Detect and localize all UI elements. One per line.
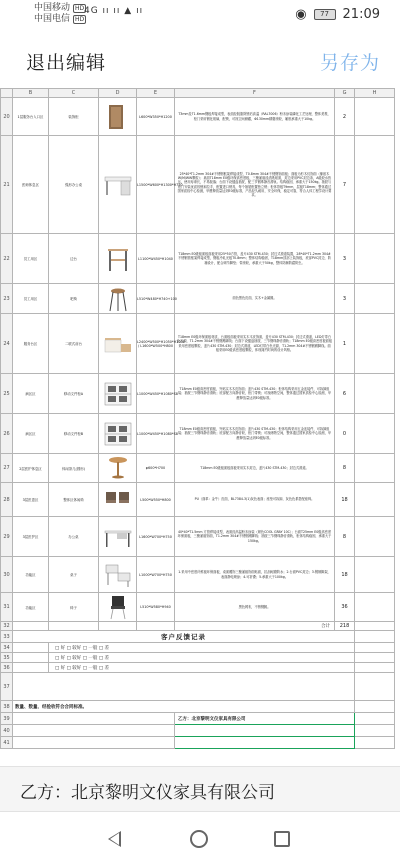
- quantity-cell[interactable]: 36: [335, 593, 355, 622]
- system-nav-bar: [0, 812, 400, 866]
- cell-preview-bar: [0, 766, 400, 812]
- area-cell[interactable]: 功能区: [13, 593, 49, 622]
- table-row: [1, 483, 395, 517]
- editor-header: [0, 30, 400, 88]
- description-cell[interactable]: 黑色网布，不锈钢腿。: [175, 593, 335, 622]
- product-image-cell[interactable]: [99, 593, 137, 622]
- row-number[interactable]: 34: [1, 643, 13, 653]
- quantity-cell[interactable]: 3: [335, 284, 355, 314]
- product-image-cell[interactable]: [99, 98, 137, 136]
- product-image: [103, 561, 133, 589]
- party-b-row: [1, 713, 395, 725]
- area-cell[interactable]: 3层医患区: [13, 483, 49, 517]
- table-row: [1, 284, 395, 314]
- size-cell[interactable]: L510*W580*H940: [137, 593, 175, 622]
- table-row: [1, 374, 395, 414]
- size-cell[interactable]: L1000*W700*H750: [137, 557, 175, 593]
- product-image: [103, 523, 133, 551]
- area-cell[interactable]: 员工用区: [13, 234, 49, 284]
- spreadsheet-view[interactable]: [0, 88, 400, 778]
- product-image: [103, 171, 133, 199]
- total-row: [1, 622, 395, 631]
- empty-cell[interactable]: [355, 98, 395, 136]
- size-cell[interactable]: L600*W350*H1200: [137, 98, 175, 136]
- empty-cell[interactable]: [13, 725, 175, 737]
- column-header[interactable]: B: [13, 89, 49, 98]
- item-name-cell[interactable]: 整体区休闲椅: [49, 483, 99, 517]
- empty-cell[interactable]: [355, 643, 395, 653]
- empty-cell[interactable]: [355, 713, 395, 725]
- column-header-row: [1, 89, 395, 98]
- quantity-cell[interactable]: 1: [335, 314, 355, 374]
- product-image-cell[interactable]: [99, 454, 137, 483]
- empty-cell[interactable]: [13, 653, 49, 663]
- feedback-option-row: [1, 643, 395, 653]
- empty-cell[interactable]: [13, 622, 49, 631]
- area-cell[interactable]: 病区区: [13, 414, 49, 454]
- quantity-cell[interactable]: 0: [335, 414, 355, 454]
- eye-comfort-icon: ◉: [295, 7, 307, 22]
- description-cell[interactable]: T18mm E0级板面板面板采用25*50方管，盖片430 STM-430；封边式滑道装置，28*40*T1.2mm 304#不锈钢管框架焊接成型，钢板冷轧光板T0.8mm；整体结构稳固，T18mm顶部上装饰板，底部PVC封边，防撞设计，配合调节脚垫；带滚轮，承重大于50kg，整体防潮防腐防虫。: [175, 234, 335, 284]
- table-row: [1, 557, 395, 593]
- product-image-cell[interactable]: [99, 284, 137, 314]
- quantity-cell[interactable]: 7: [335, 136, 355, 234]
- empty-cell[interactable]: [355, 673, 395, 701]
- column-header[interactable]: H: [355, 89, 395, 98]
- empty-cell[interactable]: [49, 622, 99, 631]
- size-cell[interactable]: L500*W550*H800: [137, 483, 175, 517]
- blank-row: [1, 673, 395, 701]
- area-cell[interactable]: 服务台区: [13, 314, 49, 374]
- description-cell[interactable]: 25*40*T1.2mm 304#不锈钢框架焊接成型，T0.8mm 304#不锈钢饰面板；面板为杉木纹饰面（橡胶木W/M/WW颗粒）；桌面T18mm E0级环保高密度板，三聚氰胺浸渍纸贴面，封边采用PVC封边条，A级胶水热压，使用寿命长，不易脱落；台面下设键盘抽屉，配三节钢珠静音滑轨。结构稳固，承重大于150kg。抽屉与柜门安装优质铰链和拉手，配置进口锁具，每个抽屉配置独立锁；柜体背板T9mm，层板T18mm；整体通过国家质检中心检测，甲醛释放量达到E0级标准，产品经久耐用，安全环保，稳定可靠，符合人体工程学设计要求。: [175, 136, 335, 234]
- row-number[interactable]: 25: [1, 374, 13, 414]
- item-name-cell[interactable]: 边台: [49, 234, 99, 284]
- item-name-cell[interactable]: 休闲茶几(圆形): [49, 454, 99, 483]
- row-number[interactable]: 39: [1, 713, 13, 725]
- row-number[interactable]: 22: [1, 234, 13, 284]
- item-name-cell[interactable]: 办公桌: [49, 517, 99, 557]
- product-image: [103, 420, 133, 448]
- size-cell[interactable]: φ600*H700: [137, 454, 175, 483]
- carrier-info: [34, 3, 86, 25]
- size-cell[interactable]: L1000*W450*H1080*S8: [137, 374, 175, 414]
- empty-cell[interactable]: [355, 737, 395, 749]
- empty-cell[interactable]: [355, 593, 395, 622]
- description-cell[interactable]: T18mm E0级高密度面板，外贴实木木皮饰面；盖片430 STM-430；柜体结构采用五金连接件，可拆卸组装；抽屉三节钢珠静音滑轨；底部配万向静音轮，柜门带锁；可视储物空间，整体通过国家质检中心检测，甲醛释放量达到E0级标准。: [175, 414, 335, 454]
- empty-cell[interactable]: [13, 673, 355, 701]
- row-number[interactable]: 23: [1, 284, 13, 314]
- row-number[interactable]: 28: [1, 483, 13, 517]
- product-image-cell[interactable]: [99, 234, 137, 284]
- item-name-cell[interactable]: 吧椅: [49, 284, 99, 314]
- product-image-cell[interactable]: [99, 483, 137, 517]
- feedback-title-cell[interactable]: 客户反馈记录: [13, 631, 355, 643]
- feedback-options-cell[interactable]: □ 好 □ 较好 □ 一般 □ 差: [49, 663, 355, 673]
- row-number[interactable]: 35: [1, 653, 13, 663]
- empty-cell[interactable]: [355, 631, 395, 643]
- feedback-title-row: [1, 631, 395, 643]
- signal-icon: 4G ıı ıı ▲ ıı: [84, 6, 144, 16]
- row-number[interactable]: 30: [1, 557, 13, 593]
- empty-cell[interactable]: [355, 653, 395, 663]
- row-number[interactable]: 31: [1, 593, 13, 622]
- table-row: [1, 593, 395, 622]
- product-image: [103, 380, 133, 408]
- size-cell[interactable]: L510*W480*H740+100: [137, 284, 175, 314]
- empty-cell[interactable]: [355, 557, 395, 593]
- quantity-cell[interactable]: 3: [335, 234, 355, 284]
- product-image-cell[interactable]: [99, 557, 137, 593]
- product-image: [103, 103, 133, 131]
- empty-cell[interactable]: [137, 622, 175, 631]
- empty-cell[interactable]: [355, 725, 395, 737]
- cell-preview-text: 乙方：北京黎明文仪家具有限公司: [20, 783, 275, 803]
- row-number[interactable]: 24: [1, 314, 13, 374]
- empty-cell[interactable]: [13, 643, 49, 653]
- area-cell[interactable]: 3层医护区: [13, 517, 49, 557]
- product-image-cell[interactable]: [99, 374, 137, 414]
- area-cell[interactable]: 医师休息区: [13, 136, 49, 234]
- selected-cell[interactable]: [175, 725, 355, 737]
- row-number[interactable]: 41: [1, 737, 13, 749]
- row-number[interactable]: 40: [1, 725, 13, 737]
- total-value-cell[interactable]: 218: [335, 622, 355, 631]
- feedback-options-cell[interactable]: □ 好 □ 较好 □ 一般 □ 差: [49, 653, 355, 663]
- area-cell[interactable]: 员工用区: [13, 284, 49, 314]
- empty-cell[interactable]: [355, 234, 395, 284]
- row-number[interactable]: 36: [1, 663, 13, 673]
- item-name-cell[interactable]: 移动文件柜A: [49, 374, 99, 414]
- empty-cell[interactable]: [355, 701, 395, 713]
- battery-icon: 77: [314, 9, 336, 20]
- column-header[interactable]: E: [137, 89, 175, 98]
- description-cell[interactable]: PU（面革：金牛）皮面，BL7384-3(1)灰色表面；座垫可拆卸，灰色色系搭配座椅。: [175, 483, 335, 517]
- quantity-cell[interactable]: 18: [335, 483, 355, 517]
- quantity-cell[interactable]: 18: [335, 557, 355, 593]
- empty-cell[interactable]: [13, 737, 175, 749]
- empty-cell[interactable]: [99, 622, 137, 631]
- save-as-button[interactable]: 另存为: [319, 52, 380, 74]
- column-header[interactable]: F: [175, 89, 335, 98]
- table-row: [1, 234, 395, 284]
- item-name-cell[interactable]: 椅子: [49, 593, 99, 622]
- column-header[interactable]: D: [99, 89, 137, 98]
- empty-cell[interactable]: [355, 454, 395, 483]
- description-cell[interactable]: 1.采用中密度纤维板环保面板，桌面覆饰三聚氰胺饰面贴面，抗刮耐磨防水；2.台面PVC封边；3.钢制脚架，表面静电喷涂；4.可折叠；5.承重大于100kg。: [175, 557, 335, 593]
- row-number[interactable]: 37: [1, 673, 13, 701]
- acceptance-note-cell[interactable]: 数量、数量、经验收符合合同标准。: [13, 701, 355, 713]
- empty-cell[interactable]: [355, 483, 395, 517]
- table-row: [1, 314, 395, 374]
- carrier-1: 中国移动: [34, 3, 71, 13]
- description-cell[interactable]: T3mm及T1.6mm钢板焊接成型，表面经脱脂除锈后高温（RAL7006）粉末涂装磷化工艺处理，整体美观，柜门采用钢化玻璃，配锁，可视空间储藏，Φ130mm精磨滚轮，厢框承重大于10kg。: [175, 98, 335, 136]
- row-number[interactable]: 26: [1, 414, 13, 454]
- item-name-cell[interactable]: 二联式前台: [49, 314, 99, 374]
- carrier-2: 中国电信: [34, 14, 71, 24]
- row-number[interactable]: 38: [1, 701, 13, 713]
- status-bar: [0, 0, 400, 30]
- party-b-cell[interactable]: 乙方：北京黎明文仪家具有限公司: [175, 713, 355, 725]
- quantity-cell[interactable]: 8: [335, 454, 355, 483]
- table-row: [1, 737, 395, 749]
- product-image-cell[interactable]: [99, 517, 137, 557]
- size-cell[interactable]: L1100*W450*H1040: [137, 234, 175, 284]
- size-cell[interactable]: L1600*W700*H750: [137, 517, 175, 557]
- feedback-option-row: [1, 663, 395, 673]
- size-cell[interactable]: L1000*W450*H1080*S8: [137, 414, 175, 454]
- hd-badge: HD: [75, 16, 85, 23]
- description-cell[interactable]: T18mm E0级板面板面板采用实木封边，盖片430 STM-430；封边式滑道。: [175, 454, 335, 483]
- product-image-cell[interactable]: [99, 314, 137, 374]
- row-number[interactable]: 20: [1, 98, 13, 136]
- item-name-cell[interactable]: 桌子: [49, 557, 99, 593]
- clock: 21:09: [342, 7, 380, 22]
- item-name-cell[interactable]: 装饰柜: [49, 98, 99, 136]
- table-row: [1, 98, 395, 136]
- product-image: [103, 245, 133, 273]
- column-header[interactable]: [1, 89, 13, 98]
- row-number[interactable]: 32: [1, 622, 13, 631]
- product-image: [103, 454, 133, 482]
- description-cell[interactable]: 40*40*T1.5mm 方管焊接成型，表面经高温粉末涂装（颜色COOL GRAY 10C）；台面T25mm E0级高密度环保面板，三聚氰胺饰面，T1.2mm 304#不锈钢踢脚线；抽屉三节钢珠静音滑轨，柜体结构稳固，承重大于150kg。: [175, 517, 335, 557]
- size-cell[interactable]: L1500*W600*H1300*H750: [137, 136, 175, 234]
- back-icon[interactable]: [108, 831, 121, 847]
- empty-cell[interactable]: [13, 713, 175, 725]
- empty-cell[interactable]: [355, 517, 395, 557]
- product-image: [103, 285, 133, 313]
- column-header[interactable]: G: [335, 89, 355, 98]
- exit-edit-button[interactable]: 退出编辑: [26, 52, 107, 74]
- row-number[interactable]: 27: [1, 454, 13, 483]
- size-cell[interactable]: L2400*W500*H1050*H1000 / L1600*W500*H800: [137, 314, 175, 374]
- quantity-cell[interactable]: 8: [335, 517, 355, 557]
- quantity-cell[interactable]: 6: [335, 374, 355, 414]
- product-image-cell[interactable]: [99, 414, 137, 454]
- empty-cell[interactable]: [355, 622, 395, 631]
- product-image-cell[interactable]: [99, 136, 137, 234]
- area-cell[interactable]: 2层医护休息区: [13, 454, 49, 483]
- table-row: [1, 725, 395, 737]
- empty-cell[interactable]: [355, 414, 395, 454]
- product-image: [103, 486, 133, 514]
- acceptance-note-row: [1, 701, 395, 713]
- area-cell[interactable]: 功能区: [13, 557, 49, 593]
- description-cell[interactable]: T18mm E0级高密度面板，外贴实木木皮饰面；盖片430 STM-430；柜体结构采用五金连接件，可拆卸组装；抽屉三节钢珠静音滑轨；底部配万向静音轮，柜门带锁；可视储物空间，整体通过国家质检中心检测，甲醛释放量达到E0级标准。: [175, 374, 335, 414]
- row-number[interactable]: 21: [1, 136, 13, 234]
- table-row: [1, 414, 395, 454]
- hd-badge: HD: [75, 5, 85, 12]
- empty-cell[interactable]: [13, 663, 49, 673]
- empty-cell[interactable]: [355, 374, 395, 414]
- selected-cell[interactable]: [175, 737, 355, 749]
- total-label-cell[interactable]: 合计: [175, 622, 335, 631]
- row-number[interactable]: 29: [1, 517, 13, 557]
- description-cell[interactable]: 面色黑色皮面，实木+金属腿。: [175, 284, 335, 314]
- feedback-option-row: [1, 653, 395, 663]
- quantity-cell[interactable]: 2: [335, 98, 355, 136]
- description-cell[interactable]: T18mm E0级环保面板材质，台面板面板采用实木木皮饰面，盖片430 STM-430；封边式滑道，LED灯带白色光源，T1.2mm 304#不锈钢踢脚线；台面下设键盘抽屉，三节钢珠静音滑轨；T18mm E0级高密度板面板采用密度板颗粒，盖片430 STM-430；封边式滑道，LED灯带白色光源，T1.2mm 304#不锈钢踢脚线。面板采用E0级高密度板颗粒，体现简约时尚的设计风格。: [175, 314, 335, 374]
- table-row: [1, 517, 395, 557]
- area-cell[interactable]: 病区区: [13, 374, 49, 414]
- product-image: [103, 330, 133, 358]
- home-icon[interactable]: [190, 830, 208, 848]
- spreadsheet-grid: [0, 88, 395, 749]
- feedback-options-cell[interactable]: □ 好 □ 较好 □ 一般 □ 差: [49, 643, 355, 653]
- product-image: [103, 593, 133, 621]
- empty-cell[interactable]: [355, 284, 395, 314]
- table-row: [1, 136, 395, 234]
- empty-cell[interactable]: [355, 136, 395, 234]
- item-name-cell[interactable]: 移动文件柜B: [49, 414, 99, 454]
- empty-cell[interactable]: [355, 663, 395, 673]
- item-name-cell[interactable]: 弧形办公桌: [49, 136, 99, 234]
- recent-apps-icon[interactable]: [274, 831, 290, 847]
- column-header[interactable]: C: [49, 89, 99, 98]
- row-number[interactable]: 33: [1, 631, 13, 643]
- area-cell[interactable]: 1层服务台入口区: [13, 98, 49, 136]
- table-row: [1, 454, 395, 483]
- empty-cell[interactable]: [355, 314, 395, 374]
